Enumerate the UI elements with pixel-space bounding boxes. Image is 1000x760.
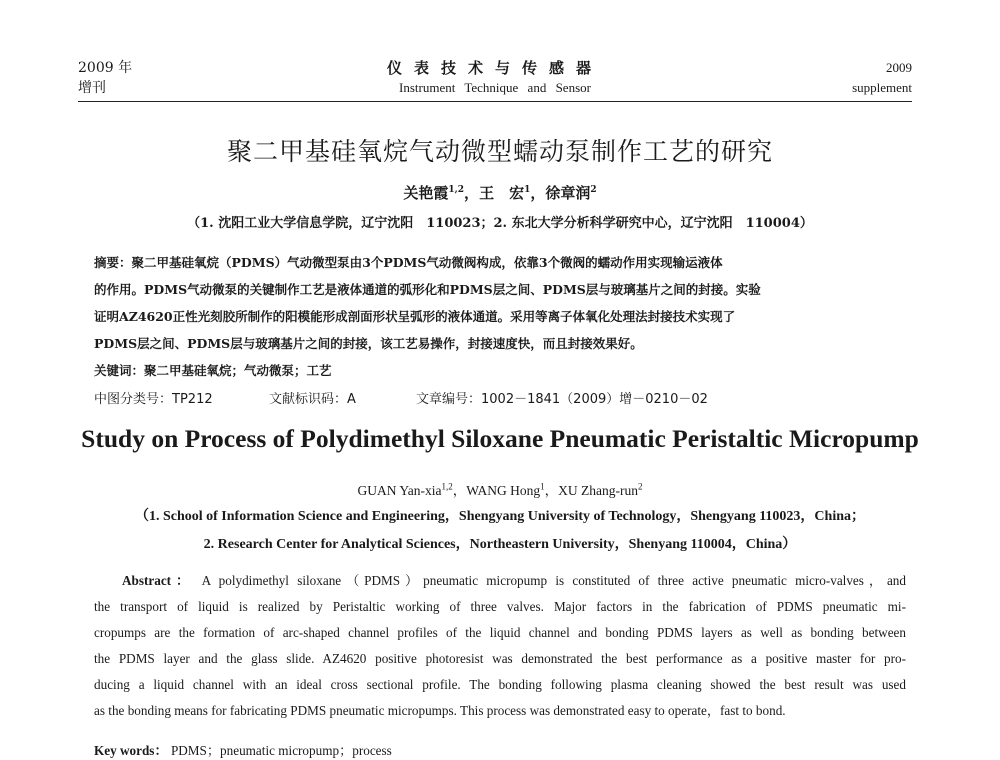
keywords-cn-text: 聚二甲基硅氧烷；气动微泵；工艺 [144, 363, 332, 378]
article-value: 1002－1841（2009）增－0210－02 [481, 392, 708, 407]
abstract-en-line: cropumps are the formation of arc-shaped channel profiles of the liquid channel and bonding PDMS layers as well as bonding between [94, 625, 906, 640]
author-separator: ， [544, 483, 559, 498]
keywords-cn [94, 357, 906, 384]
affiliation-en [0, 503, 1000, 559]
abstract-cn-text: 聚二甲基硅氧烷（PDMS）气动微型泵由3个PDMS气动微阀构成，依靠3个微阀的蠕动作用实现输运液体 [131, 255, 723, 270]
document-code [269, 388, 416, 407]
keywords-en-label: Key words： [94, 743, 168, 758]
header-issue-en: supplement [852, 80, 912, 95]
journal-name-en: Instrument Technique and Sensor [399, 80, 591, 95]
author-name: GUAN Yan-xia [357, 483, 442, 498]
article-number [416, 388, 708, 407]
doc-label: 文献标识码： [269, 392, 348, 407]
journal-name-cn: 仪表技术与传感器 [386, 59, 603, 77]
abstract-en [94, 568, 906, 724]
abstract-en-line: the transport of liquid is realized by Peristaltic working of three valves. Major factors in the fabrication of PDMS pneumatic mi- [94, 599, 906, 614]
clc-label: 中图分类号： [94, 392, 173, 407]
paper-title-en: Study on Process of Polydimethyl Siloxane Pneumatic Peristaltic Micropump [81, 424, 919, 453]
author-name: WANG Hong [466, 483, 541, 498]
header-rule [78, 101, 912, 102]
author-affiliation-mark: 1,2 [448, 185, 465, 195]
abstract-cn-line: 证明AZ4620正性光刻胶所制作的阳模能形成剖面形状呈弧形的液体通道。采用等离子体氧化处理法封接技术实现了 [94, 309, 736, 324]
affiliation-cn: （1. 沈阳工业大学信息学院，辽宁沈阳 110023；2. 东北大学分析科学研究中心，辽宁沈阳 110004） [187, 216, 813, 231]
keywords-en-text: PDMS；pneumatic micropump；process [170, 743, 392, 758]
author-list-cn [0, 182, 1000, 203]
author-separator: ， [464, 184, 480, 202]
author-affiliation-mark: 2 [590, 185, 597, 195]
affiliation-en-line: （1. School of Information Science and Engineering，Shengyang University of Technology，Shengyang 110023，China； [134, 509, 866, 524]
author-affiliation-mark: 2 [637, 481, 643, 492]
author-affiliation-mark: 1,2 [441, 481, 453, 492]
author-affiliation-mark: 1 [540, 481, 545, 492]
running-header [78, 58, 912, 102]
abstract-en-line: as the bonding means for fabricating PDMS pneumatic micropumps. This process was demonstrated easy to operate，fast to bond. [94, 703, 786, 718]
abstract-cn-line: PDMS层之间、PDMS层与玻璃基片之间的封接，该工艺易操作，封接速度快，而且封接效果好。 [94, 336, 643, 351]
keywords-en [94, 740, 392, 759]
author-affiliation-mark: 1 [524, 185, 531, 195]
author-name: XU Zhang-run [558, 483, 638, 498]
classification-row [94, 388, 906, 407]
author-name: 王 宏 [479, 184, 525, 202]
abstract-en-line: ducing a liquid channel with an ideal cross sectional profile. The bonding following plasma cleaning showed the best result was used [94, 677, 906, 692]
header-issue-cn: 增刊 [78, 80, 106, 96]
author-name: 关艳霞 [403, 184, 449, 202]
clc-number [94, 388, 269, 407]
header-year-en: 2009 [886, 60, 912, 75]
abstract-cn-line [94, 249, 906, 276]
paper-title-cn: 聚二甲基硅氧烷气动微型蠕动泵制作工艺的研究 [226, 137, 773, 166]
abstract-cn-line: 的作用。PDMS气动微泵的关键制作工艺是液体通道的弧形化和PDMS层之间、PDMS层与玻璃基片之间的封接。实验 [94, 282, 761, 297]
keywords-cn-label: 关键词： [94, 363, 145, 378]
abstract-en-text: A polydimethyl siloxane（PDMS）pneumatic micropump is constituted of three active pneumatic micro-valves，and [201, 573, 906, 588]
clc-value: TP212 [172, 392, 213, 407]
header-right [852, 58, 912, 98]
author-separator: ， [530, 184, 546, 202]
header-center [78, 58, 912, 98]
abstract-en-line: the PDMS layer and the glass slide. AZ4620 positive photoresist was demonstrated the best performance as a positive master for pro- [94, 651, 906, 666]
author-name: 徐章润 [545, 184, 591, 202]
article-label: 文章编号： [416, 392, 482, 407]
abstract-cn [94, 249, 906, 384]
abstract-en-label: Abstract： [122, 573, 195, 588]
doc-value: A [347, 392, 356, 407]
header-year-cn: 2009 年 [78, 60, 133, 76]
author-list-en [0, 479, 1000, 499]
author-separator: ， [452, 483, 467, 498]
affiliation-en-line: 2. Research Center for Analytical Sciences，Northeastern University，Shenyang 110004，China） [203, 537, 797, 552]
abstract-cn-label: 摘要： [94, 255, 132, 270]
abstract-en-line [94, 568, 906, 594]
